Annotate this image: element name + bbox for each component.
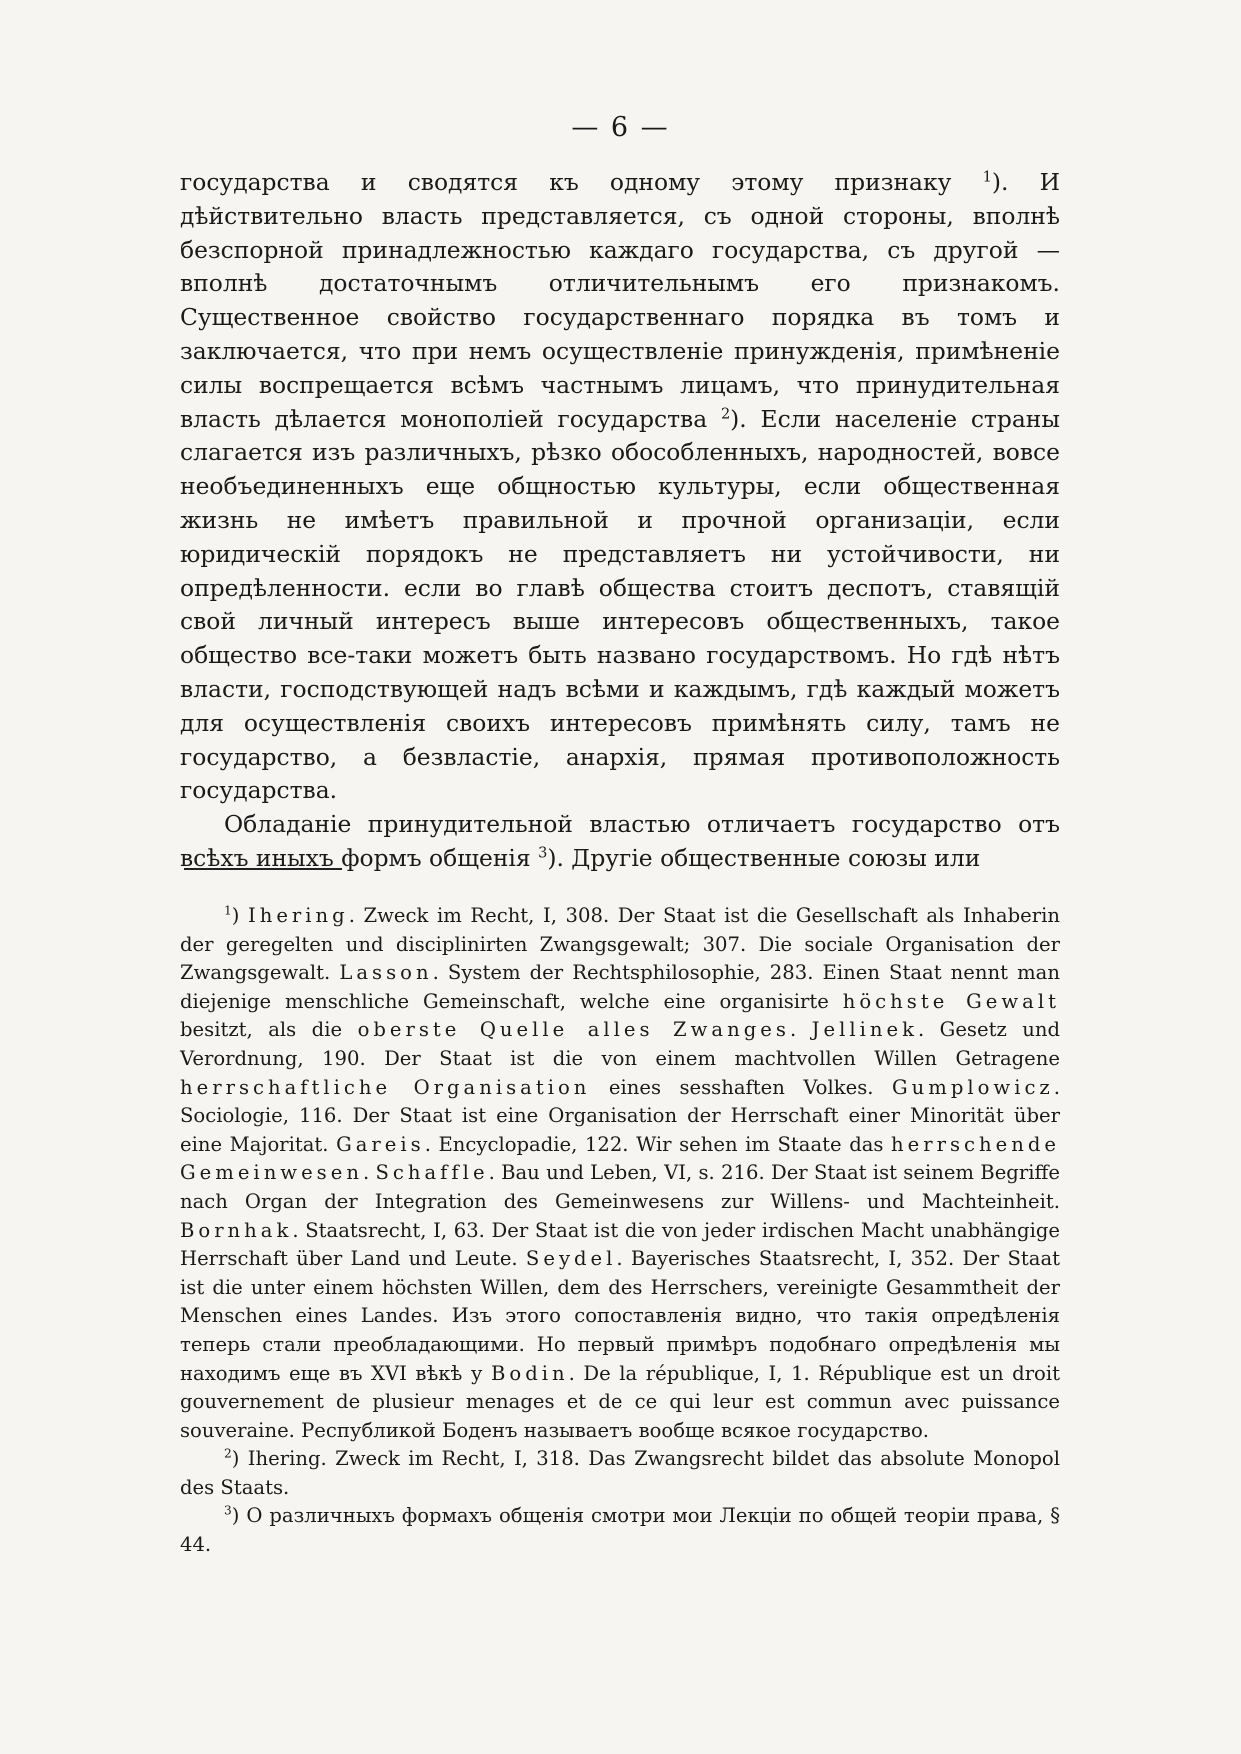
cited-name: Jellinek [811, 1018, 918, 1042]
cited-name: Bodin [491, 1361, 569, 1385]
cited-name: Bornhak [180, 1218, 293, 1242]
cited-name: herrschaftliche Organisation [180, 1075, 591, 1099]
cited-name: oberste Quelle alles Zwanges [357, 1018, 790, 1042]
cited-name: Seydel [525, 1247, 617, 1271]
footnote-ref: 2 [720, 405, 731, 422]
cited-name: Gumplowicz [891, 1075, 1054, 1099]
main-text [180, 166, 1060, 876]
cited-name: herrschende Gemeinwesen [180, 1132, 1060, 1185]
footnote-1: $^1$) Ihering. Zweck im Recht, I, 308. Der Staat ist die Gesellschaft als Inhaberin der geregelten und disciplinirten Zwangsgewalt; 307. Die sociale Organisation der Zwangsgewalt. Lasson. System der Rechtsphilosophie, 283. Einen Staat nennt man diejenige menschliche Gemeinschaft, welche eine organisirte höchste Gewalt besitzt, als die oberste Quelle alles Zwanges. Jellinek. Gesetz und Verordnung, 190. Der Staat ist die von einem machtvollen Willen Getragene herrschaftliche Organisation eines sesshaften Volkes. Gumplowicz. Sociologie, 116. Der Staat ist eine Organisation der Herrschaft einer Minorität über eine Majoritat. Gareis. Encyclopadie, 122. Wir sehen im Staate das herrschende Gemeinwesen. Schaffle. Bau und Leben, VI, s. 216. Der Staat ist seinem Begriffe nach Organ der Integration des Gemeinwesens zur Willens- und Machteinheit. Bornhak. Staatsrecht, I, 63. Der Staat ist die von jeder irdischen Macht unabhängige Herrschaft über Land und Leute. Seydel. Bayerisches Staatsrecht, I, 352. Der Staat ist die unter einem höchsten Willen, dem des Herrschers, vereinigte Gesammtheit der Menschen eines Landes. Изъ этого сопоставленія видно, что такія опредѣленія теперь стали преобладающими. Но первый примѣръ подобнаго опредѣленія мы находимъ еще въ XVI вѣкѣ у Bodin. De la république, I, 1. République est un droit gouvernement de plusieur menages et de ce qui leur est commun avec puissance souveraine. Республикой Боденъ называетъ вообще всякое государство. [180, 903, 1061, 1442]
cited-name: Gareis [336, 1132, 425, 1156]
footnote-2: $^2$) Ihering. Zweck im Recht, I, 318. Das Zwangsrecht bildet das absolute Monopol des Staats. [180, 1447, 1060, 1499]
paragraph: государства и сводятся къ одному этому признаку $^1$). И дѣйствительно власть представляется, съ одной стороны, вполнѣ безспорной принадлежностью каждаго государства, съ другой — вполнѣ достаточнымъ отличительнымъ его признакомъ. Существенное свойство государственнаго порядка въ томъ и заключается, что при немъ осуществленіе принужденія, примѣненіе силы воспрещается всѣмъ частнымъ лицамъ, что принудительная власть дѣлается монополіей государства $^2$). Если населеніе страны слагается изъ различныхъ, рѣзко обособленныхъ, народностей, вовсе необъединенныхъ еще общностью культуры, если общественная жизнь не имѣетъ правильной и прочной организаціи, если юридическій порядокъ не представляетъ ни устойчивости, ни опредѣленности. если во главѣ общества стоитъ деспотъ, ставящій свой личный интересъ выше интересовъ общественныхъ, такое общество все-таки можетъ быть названо государствомъ. Но гдѣ нѣтъ власти, господствующей надъ всѣми и каждымъ, гдѣ каждый можетъ для осуществленія своихъ интересовъ примѣнять силу, тамъ не государство, а безвластіе, анархія, прямая противоположность государства. [180, 168, 1060, 805]
footnote-ref: 3 [538, 845, 548, 862]
page-number: — 6 — [571, 112, 670, 143]
footnote-divider [184, 868, 342, 870]
cited-name: Lasson [339, 961, 433, 985]
footnotes [180, 902, 1060, 1560]
footnote-ref: 1 [224, 903, 232, 918]
cited-name: Ihering [247, 904, 349, 927]
footnote-ref: 1 [982, 169, 992, 186]
footnote-3: $^3$) О различныхъ формахъ общенія смотри мои Лекціи по общей теоріи права, § 44. [180, 1504, 1060, 1557]
footnote-ref: 3 [224, 1504, 232, 1519]
paragraph: Обладаніе принудительной властью отличаетъ государство отъ всѣхъ иныхъ формъ общенія $^3$). Другіе общественные союзы или [180, 810, 1060, 872]
footnote-ref: 2 [224, 1447, 232, 1461]
cited-name: Schaffle [375, 1161, 489, 1185]
cited-name: höchste Gewalt [842, 989, 1060, 1013]
